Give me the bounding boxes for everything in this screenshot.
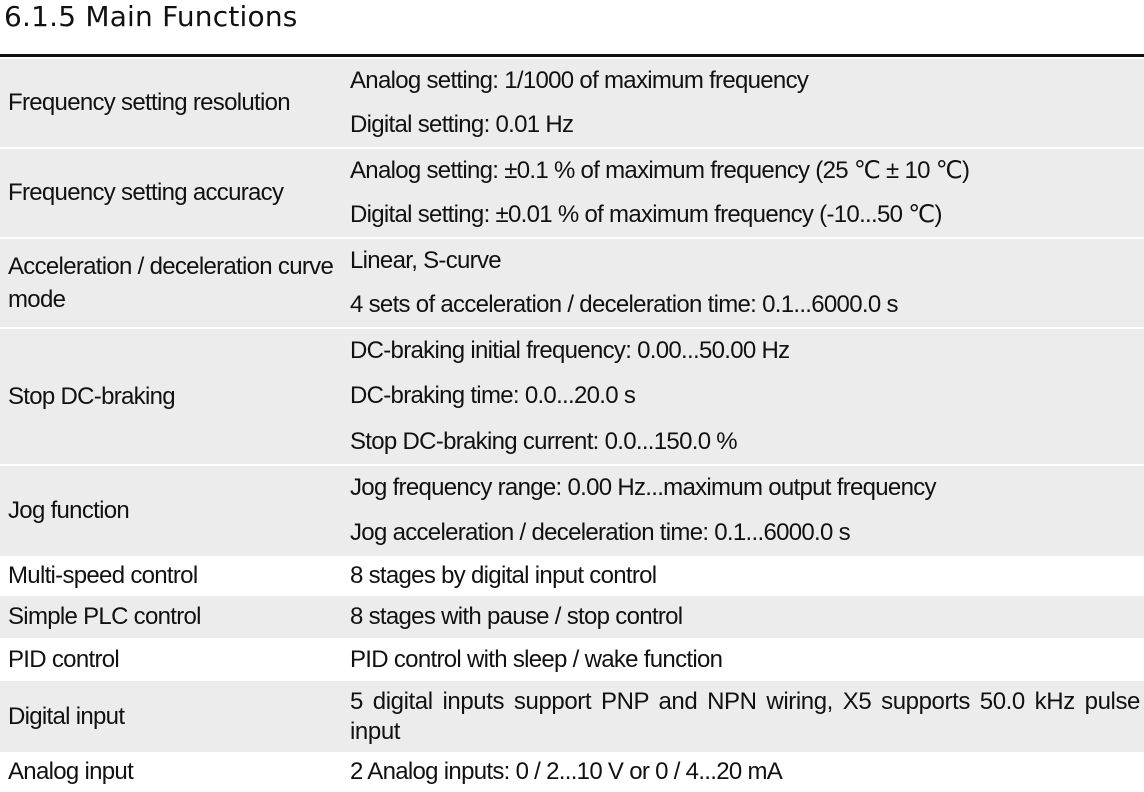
table-row [0,238,1144,282]
row-value: Jog frequency range: 0.00 Hz...maximum output frequency [343,465,1144,510]
row-value: PID control with sleep / wake function [343,638,1144,681]
row-value: 5 digital inputs support PNP and NPN wiring, X5 supports 50.0 kHz pulse input [343,681,1144,752]
row-value: DC-braking time: 0.0...20.0 s [343,373,1144,419]
row-value: Stop DC-braking current: 0.0...150.0 % [343,419,1144,465]
table-row [0,58,1144,102]
main-functions-table [0,57,1144,792]
table-row [0,328,1144,373]
section-title: 6.1.5 Main Functions [4,0,298,33]
row-value: 4 sets of acceleration / deceleration time: 0.1...6000.0 s [343,282,1144,328]
row-label: Stop DC-braking [0,328,343,465]
row-value: 8 stages by digital input control [343,556,1144,596]
table-row [0,638,1144,681]
table-row [0,556,1144,596]
row-label: Frequency setting accuracy [0,148,343,238]
row-label: Multi-speed control [0,556,343,596]
row-label: Jog function [0,465,343,556]
table-row [0,148,1144,192]
row-value: Linear, S-curve [343,238,1144,282]
row-label: Simple PLC control [0,596,343,638]
row-value: Digital setting: ±0.01 % of maximum frequency (-10...50 ℃) [343,192,1144,238]
row-value: Analog setting: ±0.1 % of maximum frequency (25 ℃ ± 10 ℃) [343,148,1144,192]
table-row [0,752,1144,792]
row-value: 2 Analog inputs: 0 / 2...10 V or 0 / 4...20 mA [343,752,1144,792]
table-row [0,681,1144,752]
row-value: DC-braking initial frequency: 0.00...50.00 Hz [343,328,1144,373]
table-row [0,465,1144,510]
row-value: 8 stages with pause / stop control [343,596,1144,638]
row-label: Acceleration / deceleration curve mode [0,238,343,328]
row-label: Analog input [0,752,343,792]
row-label: PID control [0,638,343,681]
row-value: Analog setting: 1/1000 of maximum frequency [343,58,1144,102]
row-label: Frequency setting resolution [0,58,343,148]
table-row [0,596,1144,638]
row-value: Jog acceleration / deceleration time: 0.1...6000.0 s [343,510,1144,556]
row-value: Digital setting: 0.01 Hz [343,102,1144,148]
row-label: Digital input [0,681,343,752]
